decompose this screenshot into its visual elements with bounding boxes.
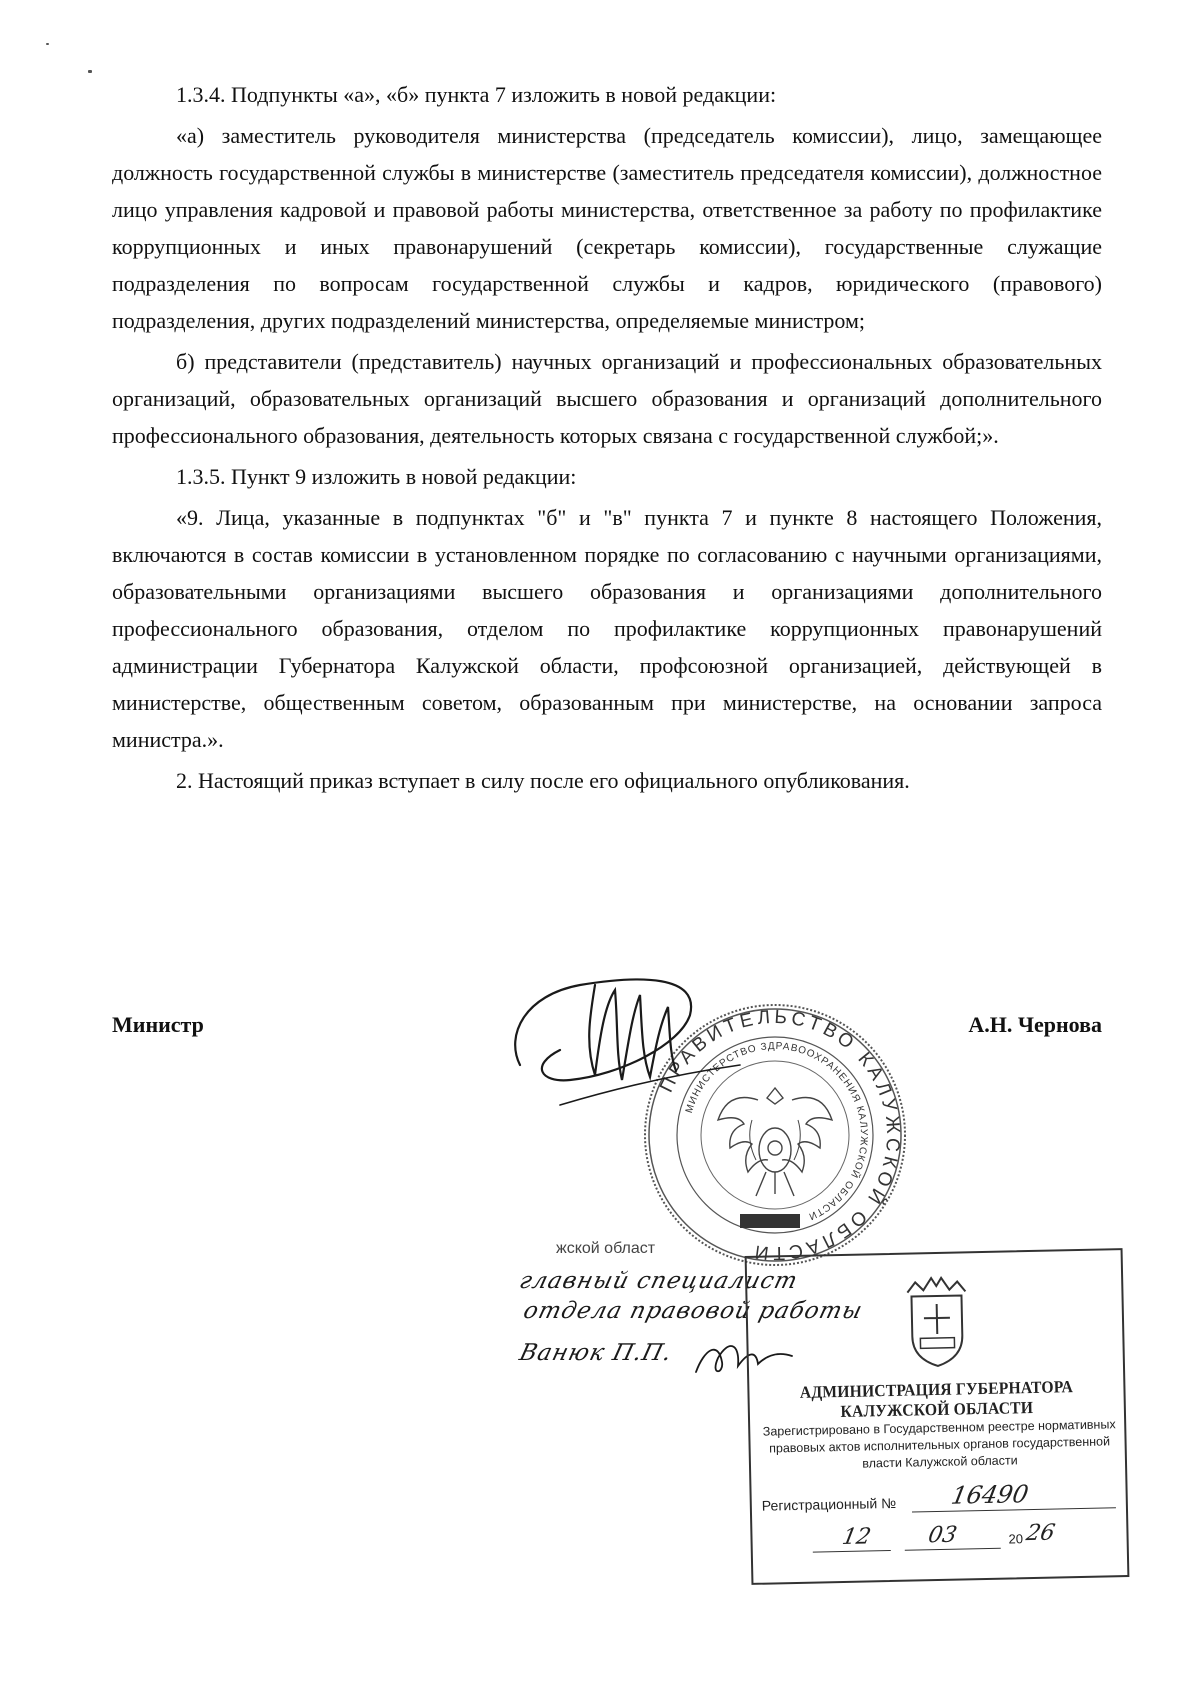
scan-speck	[88, 70, 92, 73]
registration-date-row	[812, 1518, 1107, 1554]
subclause-b: б) представители (представитель) научных организаций и профессиональных образовательных организаций, образовательных организаций высшего образования и организаций дополнительного профессионального образования, деятельность которых связана с государственной службой;».	[112, 349, 1102, 448]
region-coat-of-arms-icon	[897, 1273, 977, 1371]
minister-signature	[500, 955, 760, 1135]
note-printed-fragment: жской област	[556, 1240, 656, 1257]
registration-year-prefix: 20	[1008, 1531, 1024, 1547]
subclause-a: «а) заместитель руководителя министерства (председатель комиссии), лицо, замещающее должность государственной службы в министерстве (заместитель председателя комиссии), должностное лицо управления кадровой и правовой работы министерства, ответственное за работу по профилактике коррупционных и иных правонарушений (секретарь комиссии), государственные служащие подразделения по вопросам государственной службы и кадров, юридического (правового) подразделения, других подразделений министерства, определяемые министром;	[112, 123, 1102, 333]
registration-month: 03	[926, 1522, 959, 1549]
note-line-2: отдела правовой работы	[520, 1298, 866, 1324]
seal-inner-text: МИНИСТЕРСТВО ЗДРАВООХРАНЕНИЯ КАЛУЖСКОЙ ОБЛАСТИ	[683, 1040, 870, 1223]
registration-number-row	[761, 1480, 1116, 1517]
scan-speck	[46, 43, 49, 45]
registration-year-suffix: 26	[1024, 1520, 1057, 1547]
registration-number: 16490	[948, 1480, 1031, 1510]
registration-number-label: Регистрационный №	[761, 1494, 897, 1514]
signer-name: А.Н. Чернова	[968, 1012, 1102, 1037]
date-month-underline	[905, 1548, 1001, 1551]
date-day-underline	[813, 1550, 891, 1553]
registration-stamp	[745, 1248, 1130, 1585]
clause-1-3-5: 1.3.5. Пункт 9 изложить в новой редакции:	[176, 464, 577, 489]
stamp-organization: АДМИНИСТРАЦИЯ ГУБЕРНАТОРА КАЛУЖСКОЙ ОБЛАСТИ	[799, 1377, 1074, 1422]
seal-outer-text: ПРАВИТЕЛЬСТВО КАЛУЖСКОЙ ОБЛАСТИ	[656, 1006, 904, 1264]
signer-title: Министр	[112, 1012, 204, 1037]
clause-2: 2. Настоящий приказ вступает в силу после его официального опубликования.	[176, 768, 910, 793]
clause-9: «9. Лица, указанные в подпунктах "б" и "в" пункта 7 и пункте 8 настоящего Положения, включаются в состав комиссии в установленном порядке по согласованию с научными организациями, образовательными организациями высшего образования и организациями дополнительного профессионального образования, отделом по профилактике коррупционных правонарушений администрации Губернатора Калужской области, профсоюзной организацией, действующей в министерстве, общественным советом, образованным при министерстве, на основании запроса министра.».	[112, 505, 1102, 752]
note-line-1: главный специалист	[516, 1268, 801, 1294]
clause-1-3-4: 1.3.4. Подпункты «а», «б» пункта 7 изложить в новой редакции:	[176, 82, 777, 107]
order-text	[112, 76, 1102, 799]
note-line-3: Ванюк П.П.	[516, 1340, 676, 1366]
stamp-registration-text: Зарегистрировано в Государственном реестре нормативных правовых актов исполнительных органов государственной власти Калужской области	[762, 1417, 1116, 1471]
registration-day: 12	[840, 1524, 873, 1551]
